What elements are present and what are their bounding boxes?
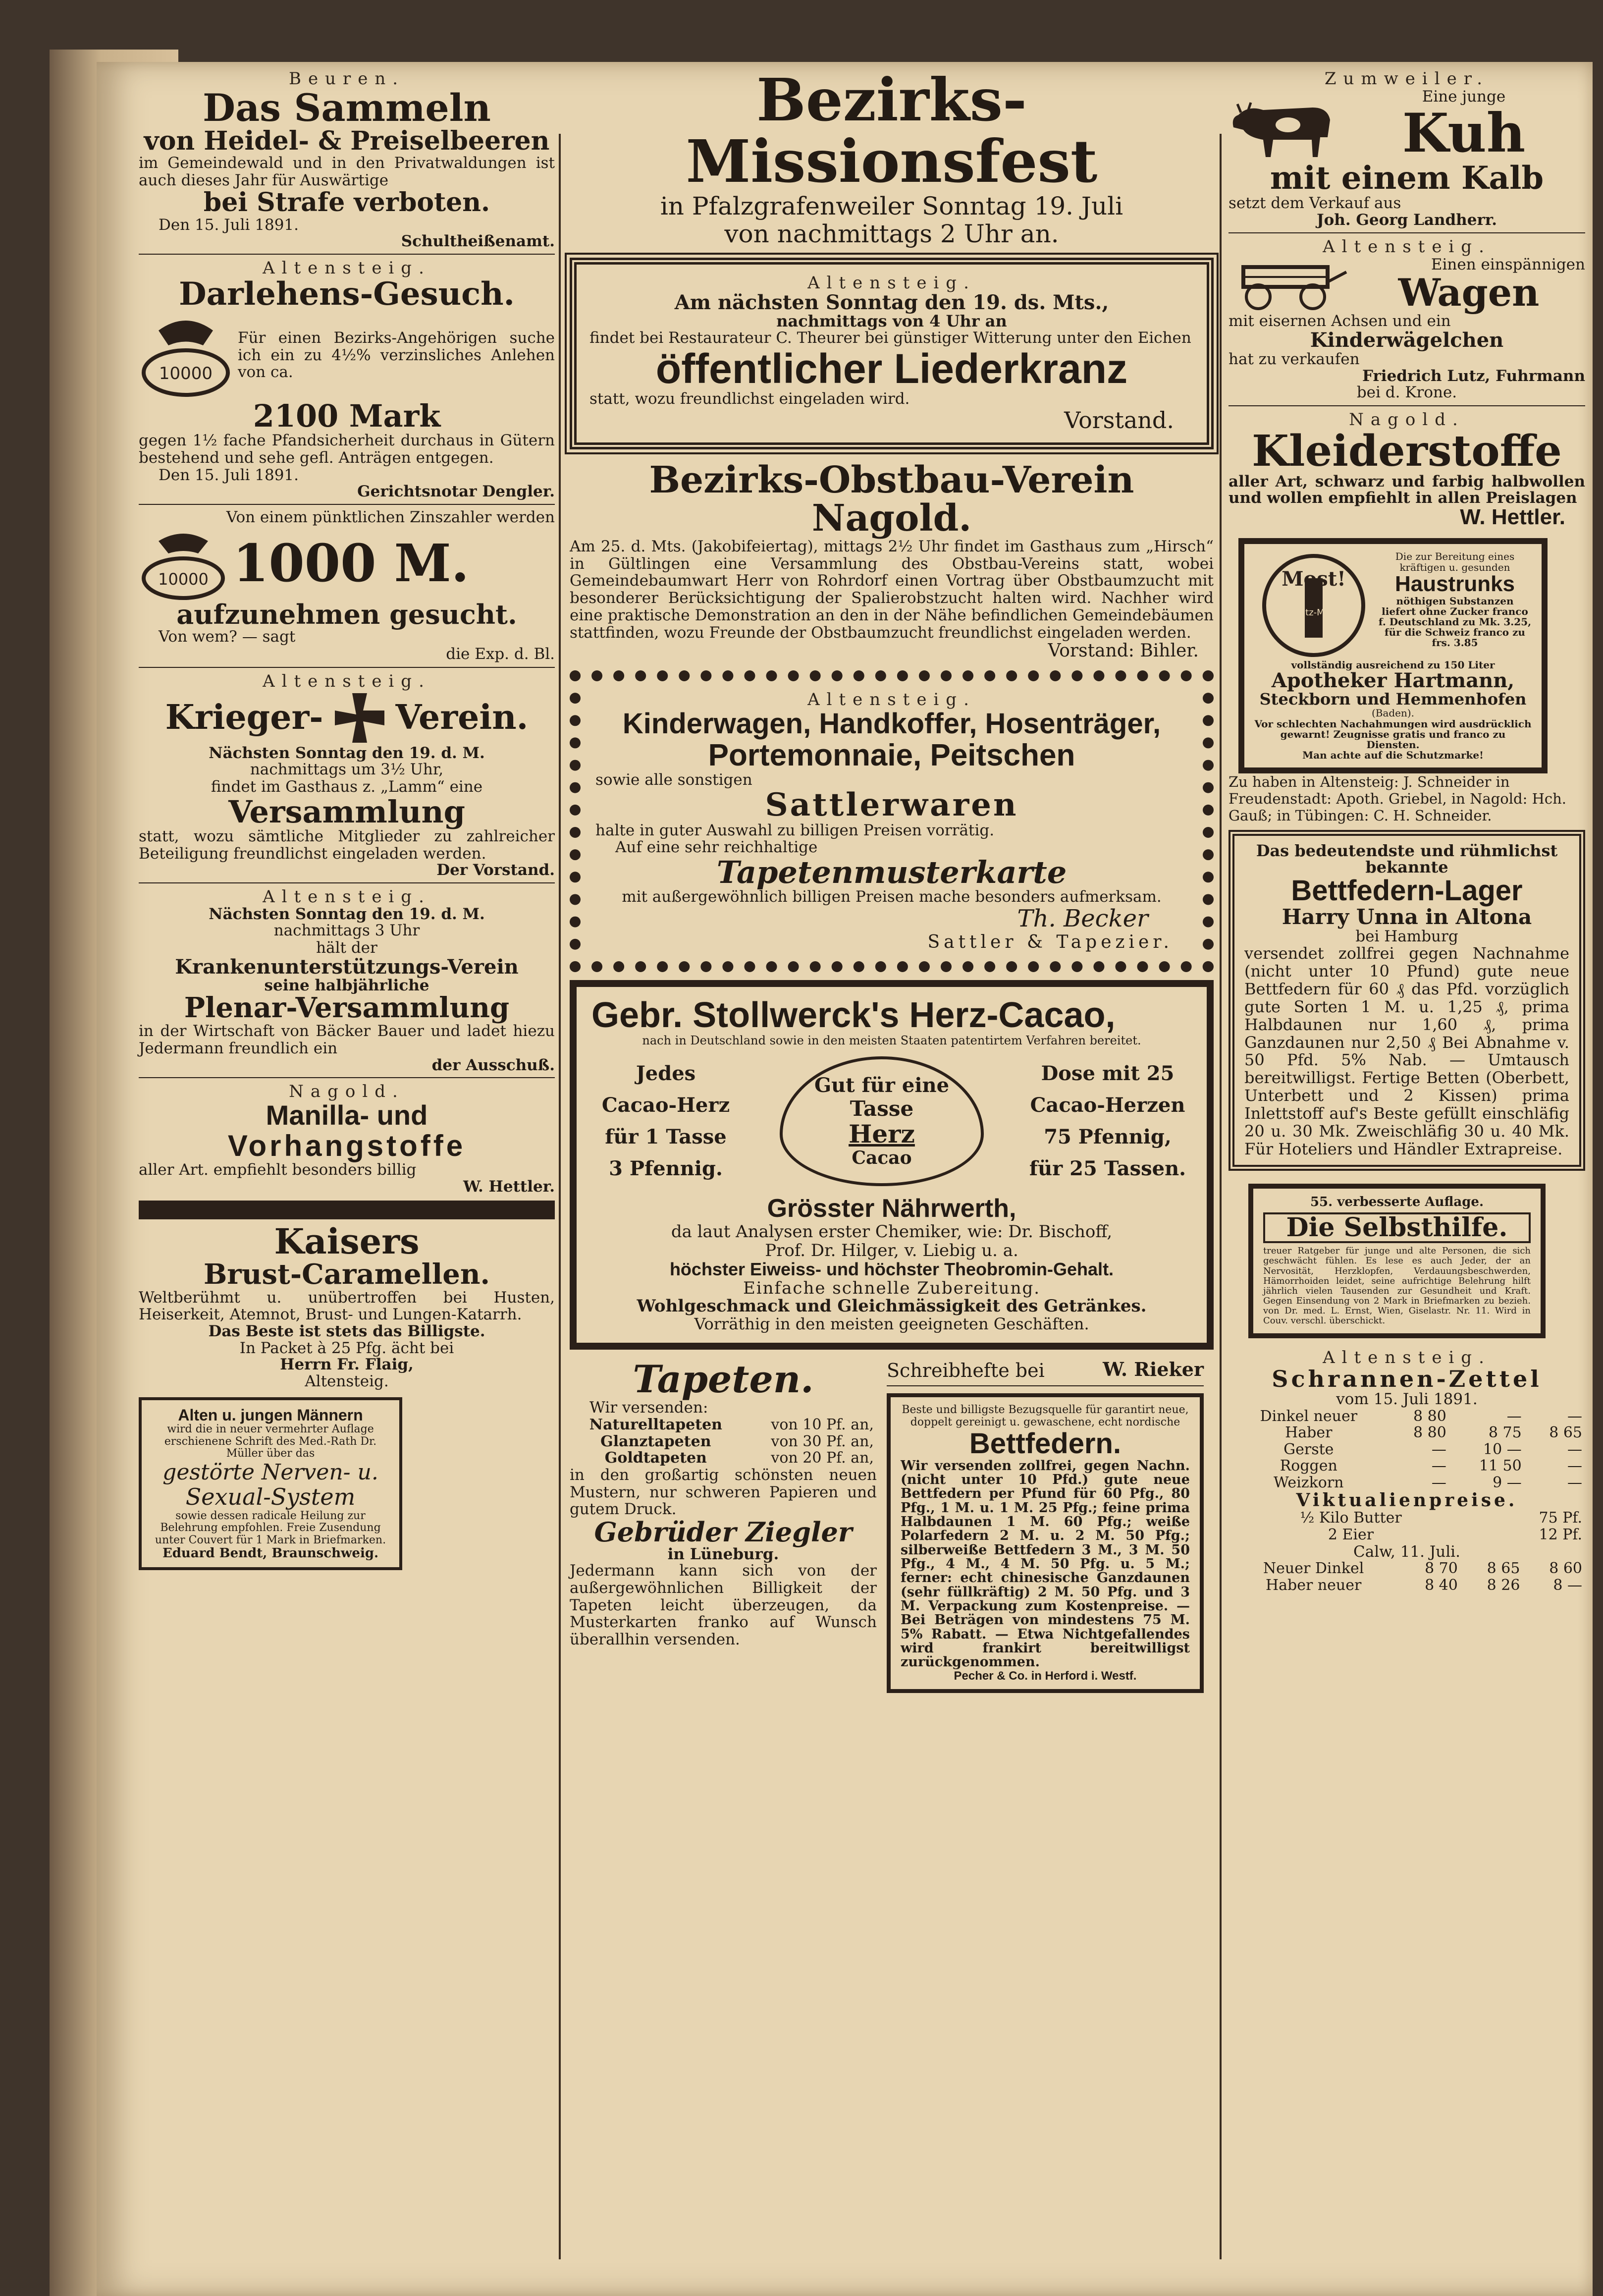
subtitle: nach in Deutschland sowie in den meisten Staaten patentirtem Verfahren bereitet. — [642, 1034, 1141, 1048]
headline-2: Grösster Nährwerth, — [767, 1194, 1016, 1223]
price-low: 8 — — [1553, 1576, 1582, 1594]
price-high: 8 70 — [1425, 1560, 1458, 1578]
price-low: — — [1567, 1457, 1582, 1475]
signature: Vorstand: Bihler. — [1048, 641, 1199, 661]
heart-line-1: Gut für eine — [814, 1074, 950, 1097]
item-name: ½ Kilo Butter — [1300, 1509, 1402, 1527]
text-line-3: höchster Eiweiss- und höchster Theobromin-Gehalt. — [669, 1259, 1114, 1280]
date-line: Nächsten Sonntag den 19. d. M. — [209, 744, 485, 762]
place-line: findet im Gasthaus z. „Lamm“ eine — [211, 778, 483, 796]
item-price: 75 Pf. — [1539, 1509, 1582, 1527]
divider — [139, 504, 555, 505]
item-price: von 20 Pf. an, — [771, 1449, 874, 1467]
headline: Das Sammeln — [203, 86, 491, 130]
inquiry: Von wem? — sagt — [159, 628, 296, 646]
grain-price-table — [1229, 1408, 1585, 1491]
cow-icon — [1229, 90, 1337, 160]
body-text: aller Art. empfiehlt besonders billig — [139, 1161, 417, 1179]
text-line-4: mit außergewöhnlich billigen Preisen mache besonders aufmerksam. — [622, 888, 1162, 906]
divider — [139, 1077, 555, 1078]
grain-name: Haber neuer — [1265, 1576, 1362, 1594]
company-location: in Lüneburg. — [667, 1545, 779, 1563]
column-rule-1 — [559, 134, 561, 2259]
price-high: — — [1431, 1457, 1446, 1475]
side-text-2: nöthigen Substanzen liefert ohne Zucker franco f. Deutschland zu Mk. 3.25, für die Schweiz franco zu frs. 3.85 — [1378, 595, 1532, 649]
right-stack — [887, 1360, 1204, 1693]
offer-left-line-4: 3 Pfennig. — [609, 1157, 723, 1181]
signature: der Ausschuß. — [431, 1056, 555, 1074]
date-line: Nächsten Sonntag den 19. d. M. — [209, 905, 485, 923]
company-name: Gebrüder Ziegler — [594, 1516, 853, 1548]
body-text: wird die in neuer vermehrter Auflage erschienene Schrift des Med.-Rath Dr. Müller über das — [164, 1423, 377, 1460]
item-name: Naturelltapeten — [589, 1416, 722, 1434]
text-line: da laut Analysen erster Chemiker, wie: Dr. Bischoff, — [671, 1221, 1113, 1242]
body-text: im Gemeindewald und in den Privatwaldungen ist auch dieses Jahr für Auswärtige — [139, 154, 555, 190]
column-right — [1229, 69, 1585, 1594]
headline: Manilla- und — [266, 1099, 428, 1131]
text-line: in Pfalzgrafenweiler Sonntag 19. Juli — [660, 191, 1123, 220]
ad-kuh — [1229, 69, 1585, 228]
location: Altensteig. — [263, 258, 431, 278]
text-line-4: Einfache schnelle Zubereitung. — [743, 1278, 1041, 1298]
price-mid: 8 26 — [1487, 1576, 1520, 1594]
body-text-2: statt, wozu freundlichst eingeladen wird. — [589, 390, 910, 408]
body-text: Von einem pünktlichen Zinszahler werden — [226, 508, 555, 526]
trademark-label: Most! — [1282, 567, 1346, 591]
company-location: Steckborn und Hemmenhofen — [1259, 689, 1527, 709]
location: Altensteig. — [1323, 1347, 1491, 1367]
item-price: von 30 Pf. an, — [771, 1432, 874, 1450]
table-row — [1229, 1475, 1585, 1491]
headline: Alten u. jungen Männern — [178, 1406, 363, 1424]
headline: Wagen — [1398, 271, 1540, 315]
wagon-icon — [1229, 257, 1347, 312]
headline-part-1: Krieger- — [165, 698, 323, 738]
headline-part-2: Verein. — [395, 698, 529, 738]
offer-right-line-1: Dose mit 25 — [1041, 1062, 1175, 1086]
ad-kriegerverein — [139, 672, 555, 878]
offer-right — [1023, 1058, 1192, 1185]
item-price: 12 Pf. — [1539, 1526, 1582, 1543]
signature: Joh. Georg Landherr. — [1316, 211, 1497, 229]
location: Nagold. — [289, 1082, 405, 1102]
text-line-3: hat zu verkaufen — [1229, 350, 1360, 368]
text-line-3: Auf eine sehr reichhaltige — [615, 838, 818, 857]
headline: Bettfedern-Lager — [1291, 874, 1523, 907]
body-text: Wir versenden zollfrei, gegen Nachn. (nicht unter 10 Pfd.) gute neue Bettfedern per Pfund für 60 Pfg., 80 Pfg., 1 M. u. 1 M. 25 Pfg.; feine prima Halbdaunen 1 M. 60 Pfg.; weiße Polarfedern 2 M. u. 2 M. 50 Pfg.; silberweiße Bettfedern 3 M., 3 M. 50 Pfg., 4 M., 4 M. 50 Pfg. u. 5 M.; ferner: echt chinesische Ganzdaunen (sehr füllkräftig) 2 M. 50 Pfg. und 3 M. Verpackung zum Kostenpreise. — Bei Beträgen von mindestens 75 M. 5% Rabatt. — Etwa Nichtgefallendes wird frankirt bereitwilligst zurückgenommen. — [901, 1458, 1190, 1670]
text-line: Beste und billigste Bezugsquelle für garantirt neue, doppelt gereinigt u. gewaschene, echt nordische — [902, 1404, 1189, 1429]
headline: Kuh — [1402, 102, 1526, 164]
text-line-2: seine halbjährliche — [264, 976, 429, 994]
headline: Gebr. Stollwerck's Herz-Cacao, — [591, 995, 1116, 1035]
headline: Die Selbsthilfe. — [1263, 1212, 1531, 1244]
text-line-2: halte in guter Auswahl zu billigen Preisen vorrätig. — [595, 821, 995, 839]
text-line: Eine junge — [1422, 88, 1506, 106]
ad-nervensystem — [139, 1397, 402, 1570]
offer-right-line-2: Cacao-Herzen — [1030, 1093, 1185, 1117]
offer-left-line-2: Cacao-Herz — [601, 1093, 730, 1117]
text-line: hält der — [316, 939, 377, 957]
table-row — [1229, 1458, 1585, 1475]
divider — [1229, 232, 1585, 233]
trademark-caption: Schutz-Marke — [1283, 607, 1344, 618]
price-low: — — [1567, 1407, 1582, 1425]
grain-name: Neuer Dinkel — [1263, 1560, 1364, 1578]
script-line-2: Sexual-System — [185, 1483, 356, 1511]
divider — [139, 882, 555, 883]
ad-missionsfest — [570, 65, 1214, 248]
ad-schrannenzettel — [1229, 1348, 1585, 1594]
headline: Tapeten. — [633, 1357, 814, 1402]
subheading: Calw, 11. Juli. — [1353, 1542, 1460, 1561]
price-mid: 8 75 — [1488, 1424, 1522, 1442]
body-text: in den großartig schönsten neuen Mustern, nur schweren Papieren und gutem Druck. — [570, 1466, 877, 1519]
headline: aufzunehmen gesucht. — [176, 598, 517, 630]
price-high: — — [1431, 1474, 1446, 1492]
table-row — [570, 1450, 877, 1467]
seller: Herrn Fr. Flaig, — [280, 1356, 414, 1374]
body-text-2: gegen 1½ fache Pfandsicherheit durchaus in Gütern bestehend und sehe gefl. Anträgen entgegen. — [139, 432, 555, 467]
signature-trade: Sattler & Tapezier. — [927, 931, 1173, 952]
ad-vorhangstoffe — [139, 1082, 555, 1195]
price-mid: 10 — — [1483, 1440, 1522, 1458]
table-row — [1229, 1424, 1585, 1441]
offer-left-line-3: für 1 Tasse — [605, 1125, 727, 1149]
text-line-2: setzt dem Verkauf aus — [1229, 194, 1401, 213]
time-line: nachmittags von 4 Uhr an — [776, 311, 1007, 330]
ad-liederkranz — [570, 258, 1214, 449]
text-line: vollständig ausreichend zu 150 Liter — [1291, 658, 1495, 671]
victuals-table — [1229, 1510, 1585, 1543]
grain-name: Haber — [1285, 1424, 1333, 1442]
location: Beuren. — [288, 69, 405, 89]
time-line: nachmittags um 3½ Uhr, — [250, 761, 444, 779]
price-low: — — [1567, 1474, 1582, 1492]
date: Den 15. Juli 1891. — [159, 216, 299, 234]
column-rule-2 — [1220, 134, 1222, 2259]
signature: Friedrich Lutz, Fuhrmann — [1362, 367, 1585, 385]
company-location: bei Hamburg — [1355, 927, 1458, 945]
date: Den 15. Juli 1891. — [159, 466, 299, 484]
warning: Vor schlechten Nachahmungen wird ausdrücklich gewarnt! Zeugnisse gratis und franco zu Diensten. — [1254, 717, 1532, 751]
headline: Bezirks-Obstbau-Verein Nagold. — [649, 458, 1134, 540]
location: Altensteig. — [263, 886, 431, 907]
ad-sattlerwaren — [570, 670, 1214, 972]
item-name: Goldtapeten — [604, 1449, 707, 1467]
table-row — [1229, 1510, 1585, 1527]
ad-krankenverein — [139, 887, 555, 1073]
ad-kaisers — [139, 1201, 555, 1390]
date: vom 15. Juli 1891. — [1336, 1390, 1478, 1408]
body-text: statt, wozu sämtliche Mitglieder zu zahlreicher Beteiligung freundlichst eingeladen werden. — [139, 827, 555, 863]
time-line: nachmittags 3 Uhr — [273, 922, 420, 940]
subheadline: von Heidel- & Preiselbeeren — [144, 125, 550, 156]
region: (Baden). — [1371, 707, 1415, 719]
grain-name: Gerste — [1283, 1440, 1334, 1458]
headline: Darlehens-Gesuch. — [179, 275, 515, 313]
body-text-2: Jedermann kann sich von der außergewöhnlichen Billigkeit der Tapeten leicht überzeugen, da Musterkarten franko auf Wunsch überallhin versenden. — [570, 1562, 877, 1649]
signature: Pecher & Co. in Herford i. Westf. — [954, 1669, 1137, 1683]
price-low: — — [1567, 1440, 1582, 1458]
ad-obstbauverein — [570, 458, 1214, 661]
signature: Eduard Bendt, Braunschweig. — [162, 1545, 379, 1561]
text-line: Wir versenden: — [589, 1399, 708, 1417]
headline: Krankenunterstützungs-Verein — [175, 955, 519, 979]
headline: Kinderwagen, Handkoffer, Hosenträger, — [622, 707, 1161, 740]
signature: Th. Becker — [1017, 904, 1148, 932]
heart-line-2: Tasse — [850, 1096, 914, 1121]
text-line: Das bedeutendste und rühmlichst bekannte — [1256, 841, 1558, 877]
location: Nagold. — [1349, 409, 1465, 430]
price-low: 8 65 — [1549, 1424, 1582, 1442]
table-row — [1229, 1527, 1585, 1543]
location: Zumweiler. — [1324, 69, 1490, 89]
ad-haustrunk — [1238, 538, 1548, 773]
body-text: treuer Ratgeber für junge und alte Personen, die sich geschwächt fühlen. Es lese es auch Jeder, der an Nervosität, Herzklopfen, Verdauungsbeschwerden, Hämorrhoiden leidet, seine aufrichtige Belehrung hilft jährlich vielen Tausenden zur Gesundheit und Kraft. Gegen Einsendung von 2 Mark in Briefmarken zu bezieh. von Dr. med. L. Ernst, Wien, Giselastr. Nr. 11. Wird in Couv. verschl. überschickt. — [1263, 1246, 1531, 1326]
price-mid: 9 — — [1493, 1474, 1522, 1492]
text-line: Einen einspännigen — [1431, 255, 1585, 273]
text-line-2: von nachmittags 2 Uhr an. — [724, 219, 1059, 248]
divider — [887, 1385, 1204, 1386]
company-name: Apotheker Hartmann, — [1271, 668, 1515, 692]
text-line: sowie alle sonstigen — [595, 770, 752, 789]
headline-2: Plenar-Versammlung — [184, 991, 510, 1025]
headline-2: Viktualienpreise. — [1296, 1489, 1518, 1511]
edition: 55. verbesserte Auflage. — [1310, 1195, 1484, 1210]
price-high: — — [1431, 1440, 1446, 1458]
slogan: Das Beste ist stets das Billigste. — [208, 1322, 485, 1341]
ad-selbsthilfe — [1248, 1184, 1546, 1338]
heart-logo — [780, 1056, 984, 1186]
amount: 2100 Mark — [253, 398, 441, 435]
offer-right-line-4: für 25 Tassen. — [1029, 1157, 1186, 1181]
ad-darlehen — [139, 259, 555, 500]
offer-left-line-1: Jedes — [636, 1062, 696, 1086]
date-line: Am nächsten Sonntag den 19. ds. Mts., — [674, 290, 1109, 314]
price-high: 8 40 — [1425, 1576, 1458, 1594]
notice: Man achte auf die Schutzmarke! — [1302, 749, 1484, 761]
headline: Bettfedern. — [969, 1427, 1122, 1460]
divider — [1229, 405, 1585, 406]
company-name: Harry Unna in Altona — [1282, 904, 1532, 929]
headline: Haustrunks — [1394, 572, 1515, 597]
location: Altensteig. — [807, 689, 976, 710]
table-row — [570, 1417, 877, 1433]
text-line-2: mit eisernen Achsen und ein — [1229, 312, 1451, 330]
signature-location: bei d. Krone. — [1356, 383, 1457, 402]
item-name: Glanztapeten — [600, 1432, 711, 1450]
headline-2: Versammlung — [228, 793, 465, 830]
signature: W. Hettler. — [1460, 505, 1565, 530]
decorative-bar — [139, 1201, 555, 1219]
item-price: von 10 Pf. an, — [771, 1416, 874, 1433]
heart-line-3: Herz — [849, 1119, 915, 1149]
headline-2: Vorhangstoffe — [227, 1129, 466, 1163]
ad-bettfedern-altona — [1229, 830, 1585, 1171]
divider — [139, 667, 555, 668]
emphasis: bei Strafe verboten. — [203, 187, 490, 218]
body-text: Am 25. d. Mts. (Jakobifeiertag), mittags 2½ Uhr findet im Gasthaus zum „Hirsch“ in Gültlingen eine Versammlung des Obstbau-Vereins statt, wobei Gemeindebaumwart Herr von Rohrdorf einen Vortrag über Obstbaumzucht mit besonderer Berücksichtigung der Spalierobstzucht halten wird. Nachher wird eine praktische Demonstration an den in der Nähe befindlichen Gemeindebäumen stattfinden, wozu Freunde der Obstbaumzucht freundlichst eingeladen werden. — [570, 537, 1214, 642]
ad-kleiderstoffe — [1229, 410, 1585, 529]
price-mid: — — [1506, 1407, 1522, 1425]
dealers-list: Zu haben in Altensteig: J. Schneider in Freudenstadt: Apoth. Griebel, in Nagold: Hch. Gauß; in Tübingen: C. H. Schneider. — [1229, 773, 1567, 824]
ad-schreibhefte — [887, 1360, 1204, 1381]
body-text-2: sowie dessen radicale Heilung zur Belehrung empfohlen. Freie Zusendung unter Couvert für 1 Mark in Briefmarken. — [155, 1509, 386, 1547]
offer-left — [591, 1058, 740, 1185]
signature: Schultheißenamt. — [401, 232, 555, 251]
text-line-6: Vorräthig in den meisten geeigneten Geschäften. — [694, 1314, 1089, 1333]
item-name: 2 Eier — [1328, 1526, 1374, 1543]
side-text: Die zur Bereitung eines kräftigen u. gesunden — [1395, 550, 1515, 573]
ad-stollwerck — [570, 980, 1214, 1350]
headline-3: Sattlerwaren — [765, 786, 1018, 824]
signature: Gerichtsnotar Dengler. — [357, 483, 555, 501]
ad-bettfedern-herford — [887, 1393, 1204, 1693]
iron-cross-icon — [332, 691, 387, 745]
ad-1000-mark — [139, 509, 555, 663]
grain-name: Dinkel neuer — [1260, 1407, 1358, 1425]
divider — [139, 254, 555, 255]
coin-label: 10000 — [159, 364, 213, 384]
body-text: Weltberühmt u. unübertroffen bei Husten, Heiserkeit, Atemnot, Brust- und Lungen-Katarrh. — [139, 1288, 555, 1324]
calw-price-table — [1229, 1560, 1585, 1593]
headline-2: Kinderwägelchen — [1310, 328, 1504, 352]
seller-location: Altensteig. — [305, 1372, 389, 1390]
headline-2: Portemonnaie, Peitschen — [708, 738, 1075, 772]
most-trademark-icon — [1259, 551, 1368, 660]
headline-4: Tapetenmusterkarte — [716, 854, 1067, 890]
grain-name: Roggen — [1280, 1457, 1337, 1475]
body-text: aller Art, schwarz und farbig halbwollen und wollen empfiehlt in allen Preislagen — [1229, 473, 1585, 507]
heart-line-4: Cacao — [852, 1148, 912, 1169]
text-line: Schreibhefte bei — [887, 1360, 1045, 1382]
signature: Der Vorstand. — [436, 861, 555, 879]
price-high: 8 80 — [1413, 1407, 1446, 1425]
headline: Bezirks-Missionsfest — [686, 65, 1098, 196]
table-row — [1229, 1441, 1585, 1458]
headline: Kaisers — [274, 1221, 420, 1262]
text-line-2: Prof. Dr. Hilger, v. Liebig u. a. — [765, 1241, 1018, 1261]
headline-2: Brust-Caramellen. — [203, 1257, 490, 1291]
headline-2: mit einem Kalb — [1270, 160, 1544, 197]
signature: Vorstand. — [1064, 407, 1174, 434]
column-left — [139, 69, 555, 1570]
table-row — [1229, 1577, 1585, 1594]
signature: W. Rieker — [1103, 1358, 1204, 1381]
location: Altensteig. — [807, 273, 976, 293]
price-mid: 8 65 — [1487, 1560, 1520, 1578]
amount: 1000 M. — [233, 532, 469, 594]
price-low: 8 60 — [1549, 1560, 1582, 1578]
location: Altensteig. — [263, 671, 431, 691]
table-row — [1229, 1408, 1585, 1425]
headline: Schrannen-Zettel — [1272, 1365, 1542, 1392]
table-row — [1229, 1560, 1585, 1577]
money-bag-icon — [139, 526, 228, 601]
headline: öffentlicher Liederkranz — [655, 345, 1128, 392]
body-text: versendet zollfrei gegen Nachnahme (nicht unter 10 Pfund) gute neue Bettfedern für 60 ₰ das Pfd. vorzüglich gute Sorten 1 M. u. 1,25 ₰, prima Halbdaunen nur 1,60 ₰, prima Ganzdaunen nur 2,50 ₰ Bei Abnahme v. 50 Pfd. 5% Nab. — Umtausch bereitwilligst. Fertige Betten (Oberbett, Unterbett und 2 Kissen) prima Inlettstoff auf's Beste gefüllt einschläfig 20 u. 30 Mk. Zweischläfig 30 u. 40 Mk. Für Hoteliers und Händler Extrapreise. — [1244, 944, 1569, 1158]
price-mid: 11 50 — [1479, 1457, 1522, 1475]
signature: W. Hettler. — [463, 1177, 555, 1196]
price-high: 8 80 — [1413, 1424, 1446, 1442]
ad-wagen — [1229, 237, 1585, 401]
bottom-row — [570, 1357, 1214, 1693]
body-text: Für einen Bezirks-Angehörigen suche ich ein zu 4½% verzinsliches Anlehen von ca. — [238, 328, 555, 382]
table-row — [570, 1433, 877, 1450]
script-line-1: gestörte Nerven- u. — [162, 1460, 378, 1485]
price-table — [570, 1417, 877, 1467]
body-text: findet bei Restaurateur C. Theurer bei günstiger Witterung unter den Eichen — [589, 329, 1191, 347]
body-text: in der Wirtschaft von Bäcker Bauer und ladet hiezu Jedermann freundlich ein — [139, 1022, 555, 1057]
text-line: In Packet à 25 Pfg. ächt bei — [239, 1339, 454, 1357]
coin-label: 10000 — [158, 569, 209, 589]
headline: Kleiderstoffe — [1252, 426, 1562, 477]
grain-name: Weizkorn — [1274, 1474, 1344, 1492]
column-middle — [570, 65, 1214, 1693]
ad-tapeten — [570, 1357, 877, 1693]
offer-right-line-3: 75 Pfennig, — [1044, 1125, 1172, 1149]
location: Altensteig. — [1323, 236, 1491, 257]
money-bag-icon — [139, 311, 233, 400]
text-line-5: Wohlgeschmack und Gleichmässigkeit des Getränkes. — [637, 1296, 1147, 1316]
signature: die Exp. d. Bl. — [446, 645, 555, 663]
ad-sammeln — [139, 69, 555, 250]
